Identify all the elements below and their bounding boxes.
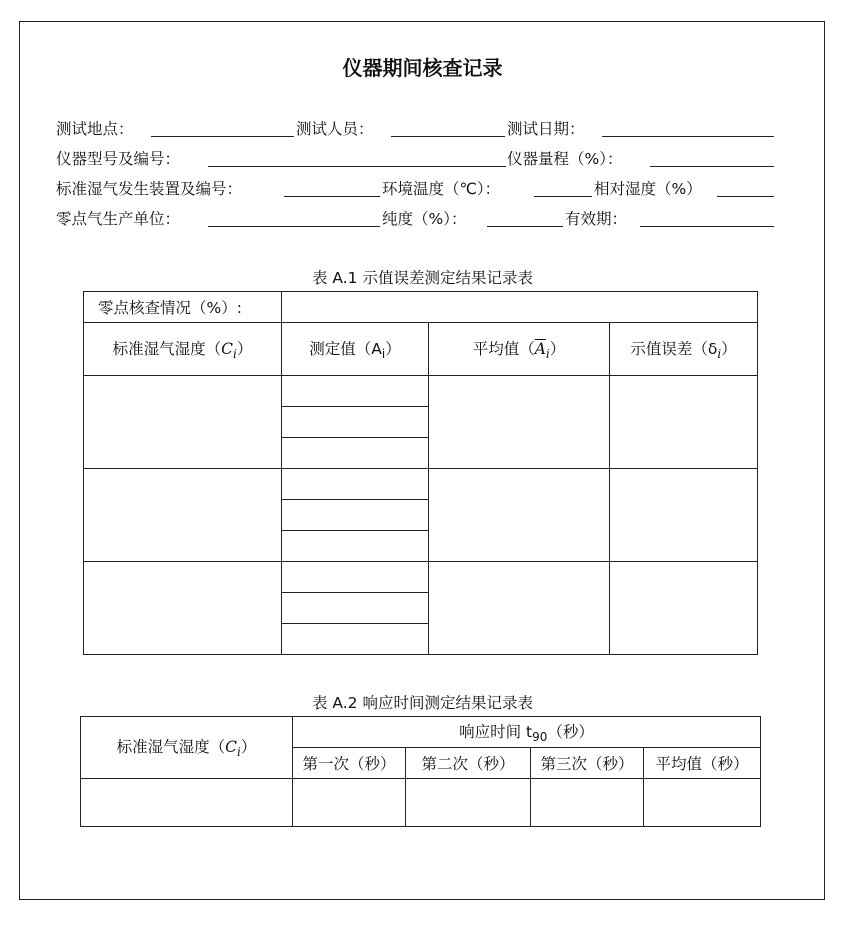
- table-cell[interactable]: [610, 469, 758, 562]
- validity-label: 有效期：: [565, 210, 628, 228]
- table-cell[interactable]: [282, 624, 429, 655]
- rel-humidity-label: 相对湿度（%）: [594, 180, 702, 198]
- table-cell[interactable]: [406, 779, 531, 827]
- response-time-table: [80, 716, 761, 827]
- table-cell[interactable]: [282, 593, 429, 624]
- model-no-field[interactable]: [208, 166, 506, 167]
- table-cell[interactable]: [84, 376, 282, 469]
- test-date-field[interactable]: [602, 136, 774, 137]
- table-cell[interactable]: [282, 531, 429, 562]
- table-cell[interactable]: [282, 500, 429, 531]
- zero-gas-maker-field[interactable]: [208, 226, 380, 227]
- env-temp-label: 环境温度（℃）：: [382, 180, 501, 198]
- table2-header-second: 第二次（秒）: [406, 748, 531, 779]
- table-cell[interactable]: [282, 438, 429, 469]
- rel-humidity-field[interactable]: [717, 196, 774, 197]
- table1-header-measured-value: 测定值$(A_i)$: [282, 323, 429, 376]
- table-cell[interactable]: [610, 376, 758, 469]
- table-cell[interactable]: [282, 562, 429, 593]
- table2-header-standard-humidity: 标准湿气湿度$(C_i)$: [81, 717, 293, 779]
- range-field[interactable]: [650, 166, 774, 167]
- table-cell[interactable]: [282, 376, 429, 407]
- table-cell[interactable]: [84, 562, 282, 655]
- table-cell[interactable]: [429, 562, 610, 655]
- table-cell[interactable]: [293, 779, 406, 827]
- table1-header-row: [84, 323, 758, 376]
- table-row: [84, 562, 758, 593]
- table1-header-standard-humidity: 标准湿气湿度$(C_i)$: [84, 323, 282, 376]
- table-cell[interactable]: [282, 407, 429, 438]
- table1-header-indication-error: 示值误差$(\delta_i)$: [610, 323, 758, 376]
- zero-check-value[interactable]: [282, 292, 758, 323]
- table-row: [84, 376, 758, 407]
- tester-label: 测试人员：: [296, 120, 374, 138]
- zero-gas-maker-label: 零点气生产单位：: [56, 210, 181, 228]
- generator-label: 标准湿气发生装置及编号：: [56, 180, 243, 198]
- env-temp-field[interactable]: [534, 196, 592, 197]
- table2-header-row-1: [81, 717, 761, 748]
- test-location-field[interactable]: [151, 136, 294, 137]
- table-cell[interactable]: [84, 469, 282, 562]
- purity-label: 纯度（%）：: [382, 210, 467, 228]
- table2-header-third: 第三次（秒）: [531, 748, 644, 779]
- generator-field[interactable]: [284, 196, 380, 197]
- table-cell[interactable]: [644, 779, 761, 827]
- table2-header-first: 第一次（秒）: [293, 748, 406, 779]
- purity-field[interactable]: [487, 226, 563, 227]
- table-row: [81, 779, 761, 827]
- test-location-label: 测试地点：: [56, 120, 134, 138]
- table-cell[interactable]: [429, 376, 610, 469]
- tester-field[interactable]: [391, 136, 505, 137]
- indication-error-table: [83, 291, 758, 655]
- zero-check-row: [84, 292, 758, 323]
- table2-header-response-time: 响应时间 $t_{90}$（秒）: [293, 717, 761, 748]
- table1-header-average-value: 平均值$(\overline{A}_i)$: [429, 323, 610, 376]
- zero-check-label: 零点核查情况（%）:: [84, 292, 282, 323]
- table-cell[interactable]: [81, 779, 293, 827]
- table-row: [84, 469, 758, 500]
- table-cell[interactable]: [531, 779, 644, 827]
- validity-field[interactable]: [640, 226, 774, 227]
- table2-caption: 表 A.2 响应时间测定结果记录表: [312, 694, 533, 712]
- table2-header-average: 平均值（秒）: [644, 748, 761, 779]
- table-cell[interactable]: [429, 469, 610, 562]
- test-date-label: 测试日期：: [507, 120, 585, 138]
- model-no-label: 仪器型号及编号：: [56, 150, 181, 168]
- page-title: 仪器期间核查记录: [342, 56, 503, 80]
- table1-caption: 表 A.1 示值误差测定结果记录表: [312, 269, 533, 287]
- range-label: 仪器量程（%）：: [507, 150, 623, 168]
- table-cell[interactable]: [282, 469, 429, 500]
- table-cell[interactable]: [610, 562, 758, 655]
